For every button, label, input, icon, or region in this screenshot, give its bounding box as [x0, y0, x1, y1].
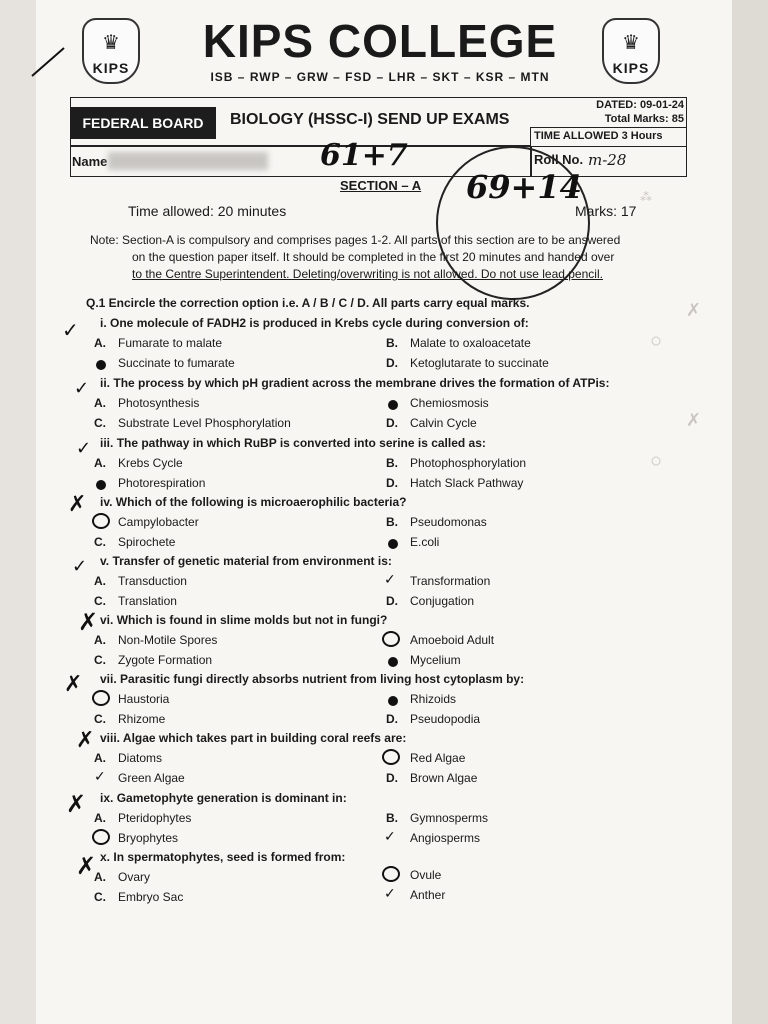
correct-circle [382, 866, 400, 882]
option-a[interactable]: A. Non-Motile Spores [94, 633, 218, 647]
handwritten-score-2: 69+14 [466, 168, 582, 206]
board-label: FEDERAL BOARD [70, 107, 216, 139]
exam-date: DATED: 09-01-24 [596, 99, 684, 111]
answer-tick-icon: ✓ [384, 886, 396, 902]
option-a[interactable]: A. Krebs Cycle [94, 456, 183, 470]
question-text: i. One molecule of FADH2 is produced in Krebs cycle during conversion of: [100, 316, 529, 330]
option-d[interactable]: E.coli [410, 535, 440, 549]
option-c[interactable]: C. Substrate Level Phosphorylation [94, 416, 291, 430]
option-a[interactable]: A. Ovary [94, 870, 151, 884]
option-b[interactable]: B. Pseudomonas [386, 515, 487, 529]
cross-mark-icon: ✗ [76, 728, 95, 753]
time-allowed: TIME ALLOWED 3 Hours [534, 130, 663, 142]
option-b[interactable]: B. Gymnosperms [386, 811, 489, 825]
option-a[interactable]: A. Photosynthesis [94, 396, 200, 410]
answer-mark-dot [96, 360, 106, 370]
option-a[interactable]: A. Diatoms [94, 751, 163, 765]
campus-cities: ISB – RWP – GRW – FSD – LHR – SKT – KSR – MTN [210, 70, 550, 84]
cross-mark-icon: ✗ [64, 672, 83, 697]
option-c[interactable]: Photorespiration [118, 476, 206, 490]
bleed-through-mark: ✗ [686, 300, 702, 320]
option-c[interactable]: Succinate to fumarate [118, 356, 235, 370]
question-text: ix. Gametophyte generation is dominant in: [100, 791, 347, 805]
roll-label: Roll No. [534, 152, 584, 167]
cross-mark-icon: ✗ [78, 608, 99, 636]
correct-circle [92, 690, 110, 706]
option-d[interactable]: D. Pseudopodia [386, 712, 481, 726]
answer-tick-icon: ✓ [384, 572, 396, 588]
option-b[interactable]: Ovule [410, 868, 442, 882]
option-d[interactable]: D. Brown Algae [386, 771, 478, 785]
answer-tick-icon: ✓ [384, 829, 396, 845]
question-text: iv. Which of the following is microaerophilic bacteria? [100, 495, 407, 509]
option-d[interactable]: D. Hatch Slack Pathway [386, 476, 524, 490]
option-a[interactable]: A. Fumarate to malate [94, 336, 223, 350]
page-edge-right [732, 0, 768, 1024]
option-d[interactable]: D. Ketoglutarate to succinate [386, 356, 549, 370]
cross-mark-icon: ✗ [66, 790, 87, 818]
option-b[interactable]: B. Photophosphorylation [386, 456, 527, 470]
answer-mark-dot [96, 480, 106, 490]
crown-icon: ♛ [622, 30, 640, 54]
tick-mark-icon: ✓ [76, 438, 92, 459]
option-c[interactable]: C. Rhizome [94, 712, 166, 726]
kips-logo-left [82, 18, 140, 84]
option-d[interactable]: Mycelium [410, 653, 461, 667]
question-text: vi. Which is found in slime molds but not in fungi? [100, 613, 388, 627]
bleed-through-mark: ○ [650, 330, 663, 352]
section-marks: Marks: 17 [575, 203, 637, 219]
option-a[interactable]: A. Pteridophytes [94, 811, 192, 825]
question-text: vii. Parasitic fungi directly absorbs nutrient from living host cytoplasm by: [100, 672, 525, 686]
cross-mark-icon: ✗ [68, 492, 87, 517]
note-line-1: Note: Section-A is compulsory and comprises pages 1-2. All parts of this section are to be answered [90, 233, 621, 247]
handwritten-score-1: 61+7 [320, 138, 408, 173]
roll-number: m-28 [588, 151, 627, 169]
section-title: SECTION – A [340, 178, 422, 193]
logo-text: KIPS [612, 60, 650, 76]
option-c[interactable]: C. Translation [94, 594, 177, 608]
answer-mark-dot [388, 696, 398, 706]
question-text: x. In spermatophytes, seed is formed from: [100, 850, 346, 864]
tick-mark-icon: ✓ [72, 556, 88, 577]
correct-circle [382, 631, 400, 647]
option-b[interactable]: Amoeboid Adult [410, 633, 495, 647]
option-c[interactable]: C. Zygote Formation [94, 653, 213, 667]
bleed-through-mark: ○ [650, 450, 663, 472]
logo-text: KIPS [92, 60, 130, 76]
answer-circle [92, 513, 110, 529]
answer-mark-dot [388, 400, 398, 410]
kips-logo-right [602, 18, 660, 84]
pen-stroke-mark [30, 42, 70, 82]
instructions-note [90, 232, 662, 283]
answer-mark-dot [388, 657, 398, 667]
tick-mark-icon: ✓ [74, 378, 90, 399]
note-line-2: on the question paper itself. It should be completed in the first 20 minutes and handed over [132, 250, 615, 264]
tick-mark-icon: ✓ [62, 318, 79, 342]
option-a[interactable]: Campylobacter [118, 515, 199, 529]
question-text: viii. Algae which takes part in building coral reefs are: [100, 731, 407, 745]
crown-icon: ♛ [102, 30, 120, 54]
correct-circle [382, 749, 400, 765]
option-b[interactable]: B. Malate to oxaloacetate [386, 336, 531, 350]
answer-tick-icon: ✓ [94, 769, 106, 785]
option-c[interactable]: C. Embryo Sac [94, 890, 184, 904]
option-a[interactable]: Haustoria [118, 692, 170, 706]
option-c[interactable]: Bryophytes [118, 831, 179, 845]
bleed-through-text: ⁂ [640, 190, 652, 204]
header-divider [70, 145, 530, 147]
total-marks: Total Marks: 85 [604, 113, 684, 125]
name-redacted [108, 152, 268, 170]
page-edge-left [0, 0, 36, 1024]
section-time: Time allowed: 20 minutes [128, 203, 287, 219]
option-c[interactable]: Green Algae [118, 771, 185, 785]
cross-mark-icon: ✗ [76, 852, 97, 880]
exam-title: BIOLOGY (HSSC-I) SEND UP EXAMS [230, 111, 510, 128]
option-d[interactable]: D. Calvin Cycle [386, 416, 477, 430]
option-c[interactable]: C. Spirochete [94, 535, 176, 549]
option-d[interactable]: Anther [410, 888, 446, 902]
option-d[interactable]: Angiosperms [410, 831, 481, 845]
correct-mark-dot [388, 539, 398, 549]
option-b[interactable]: Chemiosmosis [410, 396, 489, 410]
question-text: ii. The process by which pH gradient across the membrane drives the formation of ATPis: [100, 376, 610, 390]
bleed-through-mark: ✗ [686, 410, 702, 430]
name-label: Name [72, 154, 108, 169]
note-line-3: to the Centre Superintendent. Deleting/overwriting is not allowed. Do not use lead pencil. [132, 267, 603, 281]
option-b[interactable]: Red Algae [410, 751, 466, 765]
option-a[interactable]: A. Transduction [94, 574, 187, 588]
college-title: KIPS COLLEGE [202, 15, 558, 67]
option-b[interactable]: Transformation [410, 574, 491, 588]
option-d[interactable]: D. Conjugation [386, 594, 475, 608]
question-1-header: Q.1 Encircle the correction option i.e. A / B / C / D. All parts carry equal marks. [86, 296, 530, 310]
correct-circle [92, 829, 110, 845]
question-text: v. Transfer of genetic material from environment is: [100, 554, 392, 568]
option-b[interactable]: Rhizoids [410, 692, 457, 706]
question-text: iii. The pathway in which RuBP is converted into serine is called as: [100, 436, 486, 450]
